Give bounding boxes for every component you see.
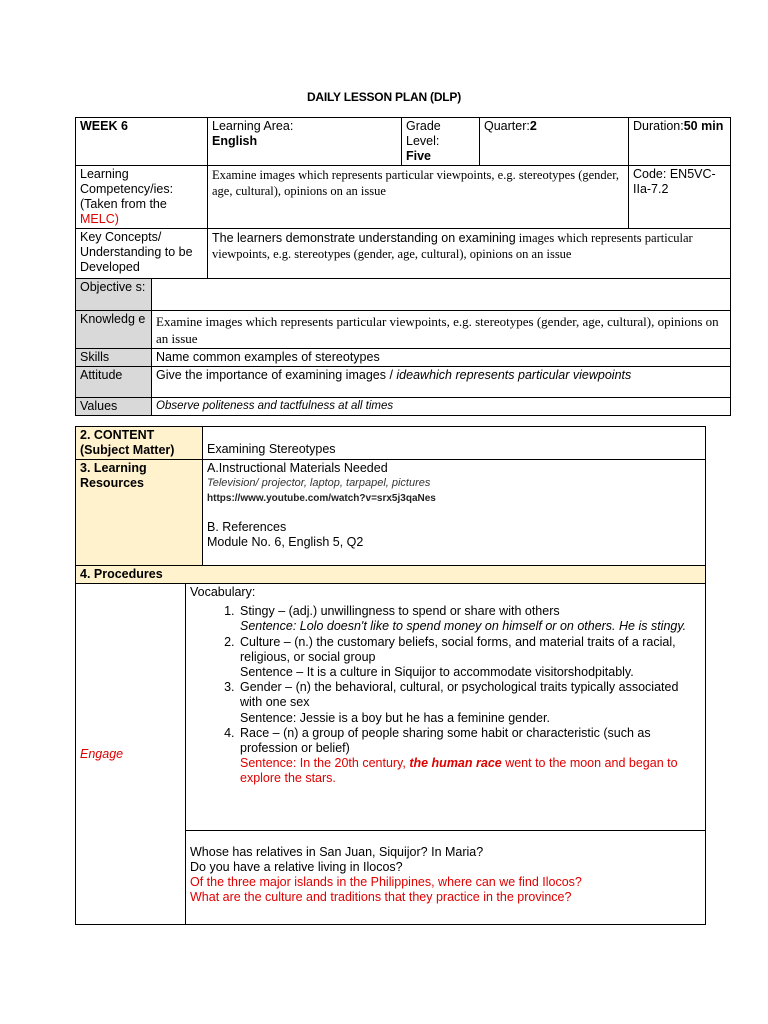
attitude-text: Give the importance of examining images / ideawhich represents particular viewpoints (152, 367, 731, 398)
values-label: Values (76, 398, 152, 416)
competency-text: Examine images which represents particular viewpoints, e.g. stereotypes (gender, age, cultural), opinions on an issue (208, 166, 629, 229)
question: Of the three major islands in the Philippines, where can we find Ilocos? (190, 875, 582, 889)
quarter-cell: Quarter:2 (480, 118, 629, 166)
competency-code: Code: EN5VC-IIa-7.2 (629, 166, 731, 229)
vocab-item: 2. Culture – (n.) the customary beliefs, social forms, and material traits of a racial, religious, or social group Sentence – It is a culture in Siquijor to accommodate visitorshodpitably. (238, 635, 701, 681)
content-text: Examining Stereotypes (203, 427, 706, 460)
duration-cell: Duration:50 min (629, 118, 731, 166)
resources-cell: A.Instructional Materials Needed Television/ projector, laptop, tarpapel, pictures https://www.youtube.com/watch?v=srx5j3qaNes B. References Module No. 6, English 5, Q2 (203, 460, 706, 566)
vocab-item: 4. Race – (n) a group of people sharing some habit or characteristic (such as profession or belief) Sentence: In the 20th century, the human race went to the moon and began to explore the stars. (238, 726, 701, 787)
competency-label: Learning Competency/ies: (Taken from the MELC) (76, 166, 208, 229)
lesson-content-table (75, 426, 706, 925)
skills-label: Skills (76, 349, 152, 367)
vocab-item: 3. Gender – (n) the behavioral, cultural, or psychological traits typically associated with one sex Sentence: Jessie is a boy but he has a feminine gender. (238, 680, 701, 726)
objectives-label: Objective s: (76, 279, 152, 311)
values-text: Observe politeness and tactfulness at all times (152, 398, 731, 416)
attitude-label: Attitude (76, 367, 152, 398)
week-cell: WEEK 6 (76, 118, 208, 166)
page-title: DAILY LESSON PLAN (DLP) (306, 90, 462, 104)
question: Do you have a relative living in Ilocos? (190, 860, 403, 874)
content-label: 2. CONTENT (Subject Matter) (76, 427, 203, 460)
grade-cell: Grade Level: Five (402, 118, 480, 166)
vocabulary-cell: Vocabulary: 1. Stingy – (adj.) unwillingness to spend or share with others Sentence: Lolo doesn't like to spend money on himself or on others. He is stingy. 2. Culture – (n.) the customary beliefs, social forms, and material traits of a racial, religious, or social group Sentence – It is a culture in Siquijor to accommodate visitorshodpitably. 3. Gender – (n) the behavioral, cultural, or psychological traits typically associated with one sex Sentence: Jessie is a boy but he has a feminine gender. 4. Race – (n) a group of people sharing some habit or characteristic (such as profession or belief) Sentence: In the 20th century, the human race went to the moon and began to explore the stars. (186, 584, 706, 831)
learning-area-cell: Learning Area: English (208, 118, 402, 166)
key-concepts-label: Key Concepts/ Understanding to be Developed (76, 229, 208, 279)
knowledge-text: Examine images which represents particular viewpoints, e.g. stereotypes (gender, age, cultural), opinions on an issue (152, 311, 731, 349)
key-concepts-text: The learners demonstrate understanding on examining images which represents particular viewpoints, e.g. stereotypes (gender, age, cultural), opinions on an issue (208, 229, 731, 279)
procedures-label: 4. Procedures (76, 566, 706, 584)
question: What are the culture and traditions that they practice in the province? (190, 890, 572, 904)
lesson-info-table (75, 117, 731, 416)
knowledge-label: Knowledg e (76, 311, 152, 349)
question: Whose has relatives in San Juan, Siquijor? In Maria? (190, 845, 484, 859)
engage-label: Engage (76, 584, 186, 925)
skills-text: Name common examples of stereotypes (152, 349, 731, 367)
vocab-item: 1. Stingy – (adj.) unwillingness to spend or share with others Sentence: Lolo doesn't like to spend money on himself or on others. He is stingy. (238, 604, 701, 634)
questions-cell (186, 831, 706, 925)
objectives-blank (152, 279, 731, 311)
resources-label: 3. Learning Resources (76, 460, 203, 566)
